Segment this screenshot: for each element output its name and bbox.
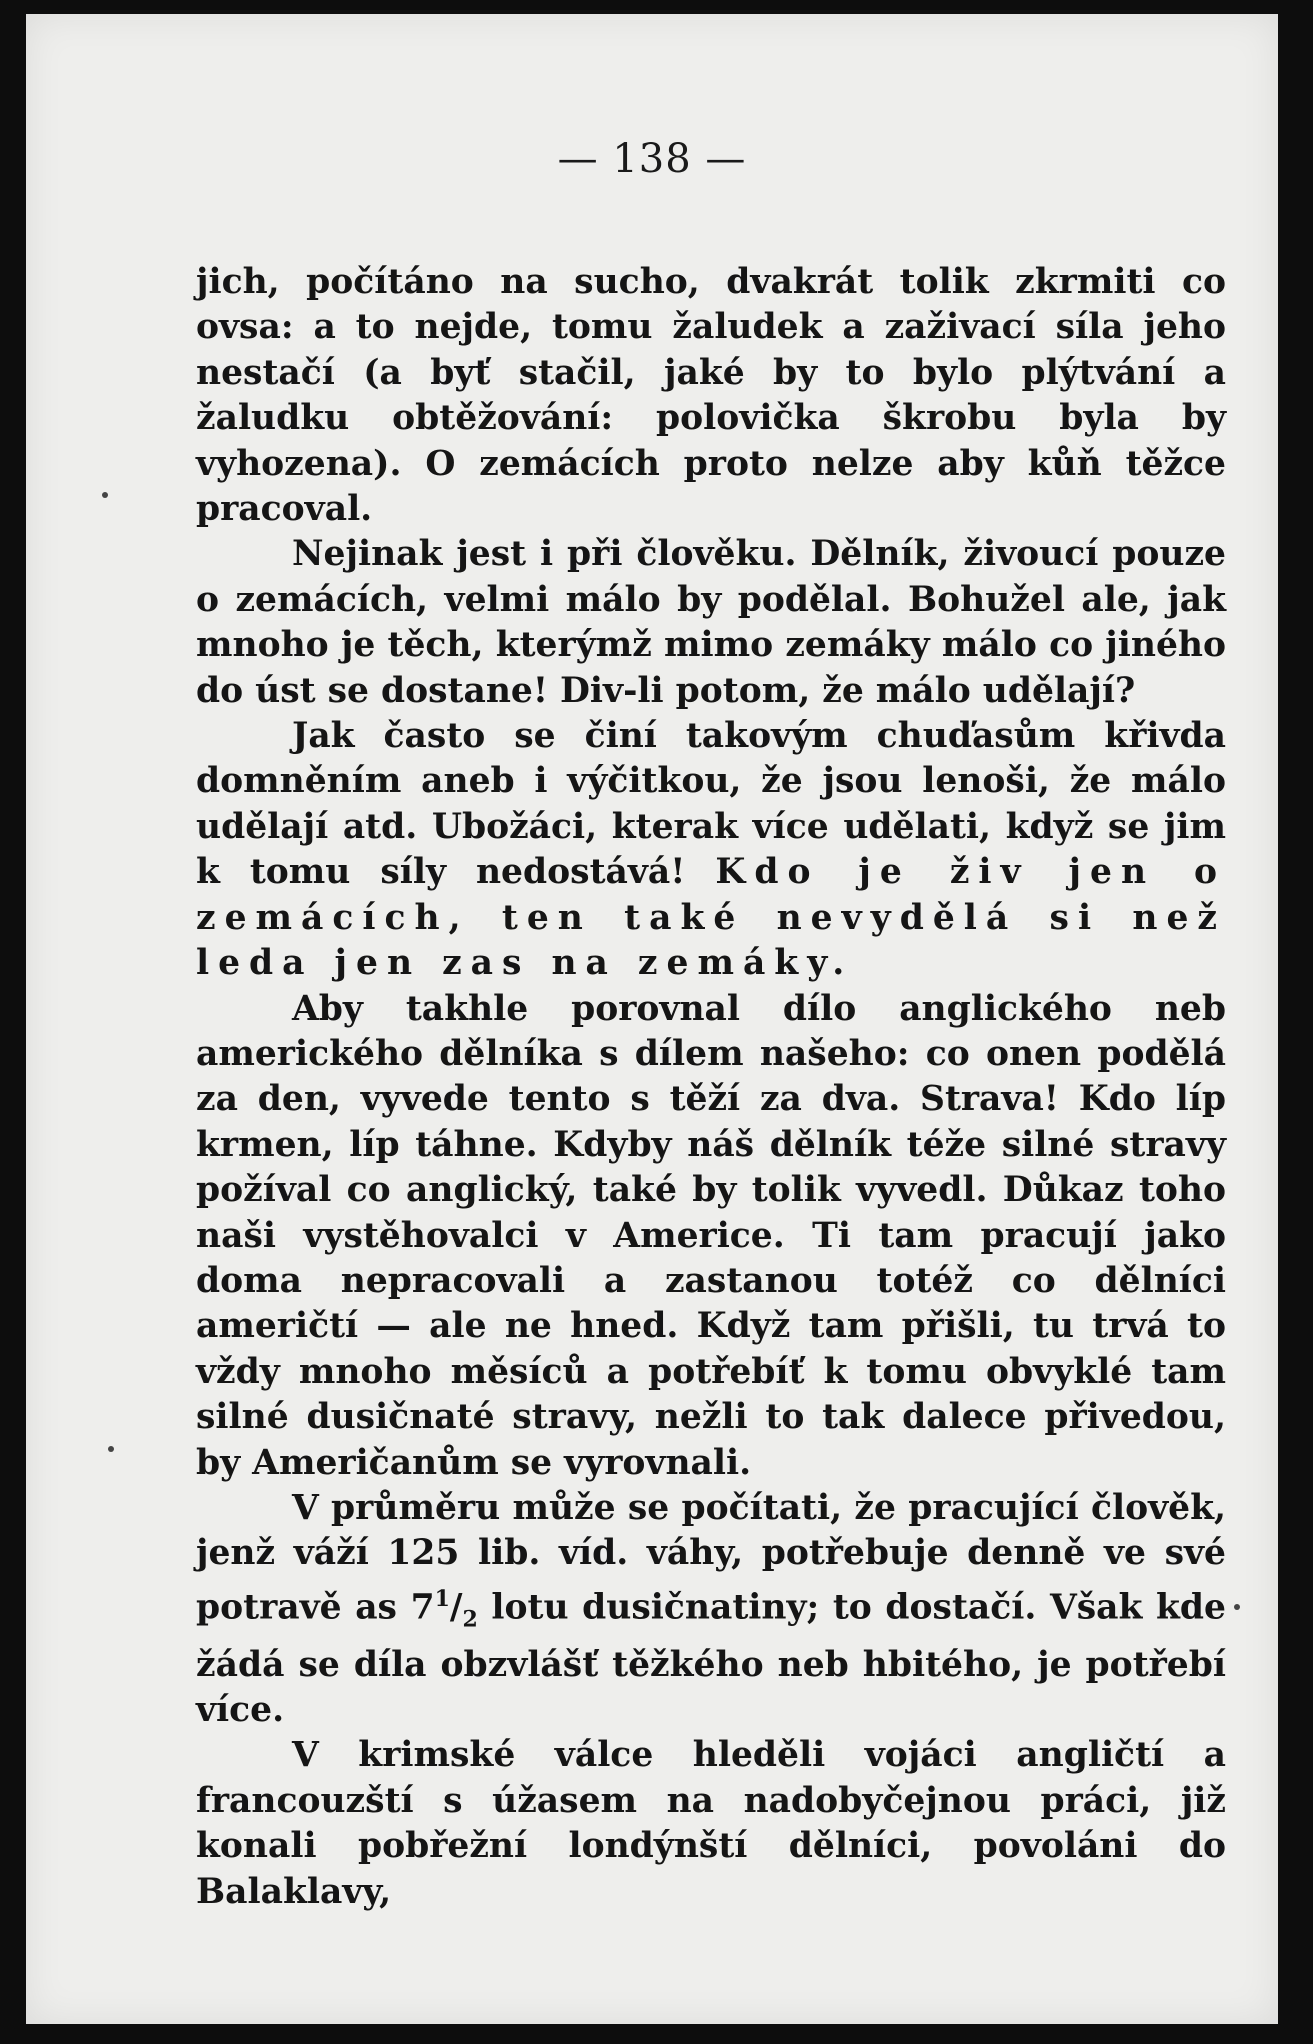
paragraph-3 [196,714,1226,986]
paragraph-1: jich, počítáno na sucho, dvakrát tolik zkrmiti co ovsa: a to nejde, tomu žaludek a zaživací síla jeho nestačí (a byť stačil, jaké by to bylo plýtvání a žaludku obtěžování: polovička škrobu byla by vyhozena). O zemácích proto nelze aby kůň těžce pracoval. [196,262,1226,530]
emphasized-sentence: Kdo je živ jen o zemácích, ten také nevydělá si než leda jen zas na zemáky. [196,852,1226,984]
paragraph-5-text-after: lotu dusičnatiny; to dostačí. Však kde žádá se díla obzvlášť těžkého neb hbitého, je potřebí více. [196,1587,1227,1730]
paragraph-2: Nejinak jest i při člověku. Dělník, živoucí pouze o zemácích, velmi málo by podělal. Bohužel ale, jak mnoho je těch, kterýmž mimo zemáky málo co jiného do úst se dostane! Div-li potom, že málo udělají? [196,534,1226,711]
paragraph-3-text: Jak často se činí takovým chuďasům křivda domněním aneb i výčitkou, že jsou lenoši, že málo udělají atd. Ubožáci, kterak více udělati, když se jim k tomu síly nedostává! [196,716,1226,893]
fraction-denominator: 2 [462,1606,478,1633]
margin-speck [1234,1604,1240,1610]
body-text [196,260,1226,1915]
page-number: — 138 — [557,136,747,182]
margin-speck [108,1446,114,1452]
paragraph-5: V průměru může se počítati, že pracující člověk, jenž váží 125 lib. víd. váhy, potřebuje denně ve své potravě as $7^1/_2$ lotu dusičnatiny; to dostačí. Však kde žádá se díla obzvlášť těžkého neb hbitého, je potřebí více. [196,1487,1227,1730]
fraction-numerator: 1 [434,1585,450,1612]
book-page [26,14,1278,2024]
paragraph-5-text-before: V průměru může se počítati, že pracující člověk, jenž váží 125 lib. víd. váhy, potřebuje denně ve své potravě as 7 [196,1487,1226,1628]
margin-speck [102,492,108,498]
paragraph-4: Aby takhle porovnal dílo anglického neb amerického dělníka s dílem našeho: co onen podělá za den, vyvede tento s těží za dva. Strava! Kdo líp krmen, líp táhne. Kdyby náš dělník téže silné stravy požíval co anglický, také by tolik vyvedl. Důkaz toho naši vystěhovalci v Americe. Ti tam pracují jako doma nepracovali a zastanou totéž co dělníci američtí — ale ne hned. Když tam přišli, tu trvá to vždy mnoho měsíců a potřebíť k tomu obvyklé tam silné dusičnaté stravy, nežli to tak dalece přivedou, by Američanům se vyrovnali. [196,988,1226,1483]
paragraph-6: V krimské válce hleděli vojáci angličtí a francouzští s úžasem na nadobyčejnou práci, již konali pobřežní londýnští dělníci, povoláni do Balaklavy, [196,1735,1226,1912]
